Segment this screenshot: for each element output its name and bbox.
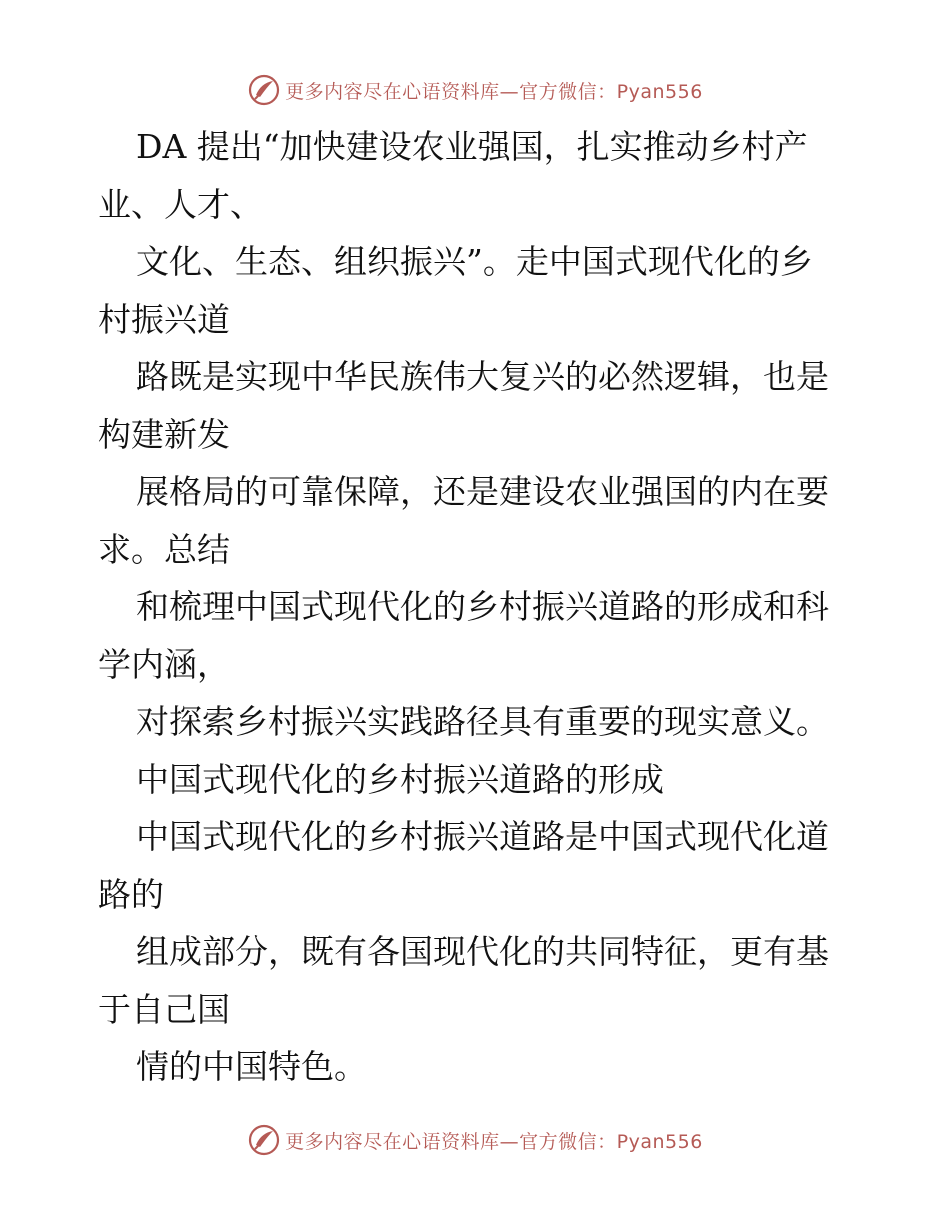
text-line: 村振兴道 [98,299,230,339]
footer-watermark [0,1120,950,1160]
header-watermark [0,70,950,110]
watermark-text: 更多内容尽在心语资料库—官方微信：Pyan556 [285,80,703,103]
ink-pen-seal-icon [247,1123,281,1157]
text-line: 业、人才、 [98,184,263,224]
section-heading: 中国式现代化的乡村振兴道路的形成 [136,759,664,799]
text-line: 展格局的可靠保障，还是建设农业强国的内在要 [136,472,829,511]
text-line: 组成部分，既有各国现代化的共同特征，更有基 [136,932,829,971]
text-line: 于自己国 [98,989,230,1029]
text-line: 文化、生态、组织振兴”。走中国式现代化的乡 [136,242,813,281]
text-line: 学内涵， [98,644,230,684]
text-line: 中国式现代化的乡村振兴道路是中国式现代化道 [136,817,829,856]
text-line: 构建新发 [98,414,230,454]
text-line: 和梳理中国式现代化的乡村振兴道路的形成和科 [136,587,829,626]
text-line: 求。总结 [98,529,230,569]
text-line: 对探索乡村振兴实践路径具有重要的现实意义。 [136,702,829,741]
watermark-text: 更多内容尽在心语资料库—官方微信：Pyan556 [285,1130,703,1153]
text-line: 情的中国特色。 [136,1047,367,1086]
text-line: DA 提出“加快建设农业强国，扎实推动乡村产 [136,127,808,166]
ink-pen-seal-icon [247,73,281,107]
text-line: 路的 [98,874,164,914]
text-line: 路既是实现中华民族伟大复兴的必然逻辑，也是 [136,357,829,396]
document-body [98,118,858,1096]
